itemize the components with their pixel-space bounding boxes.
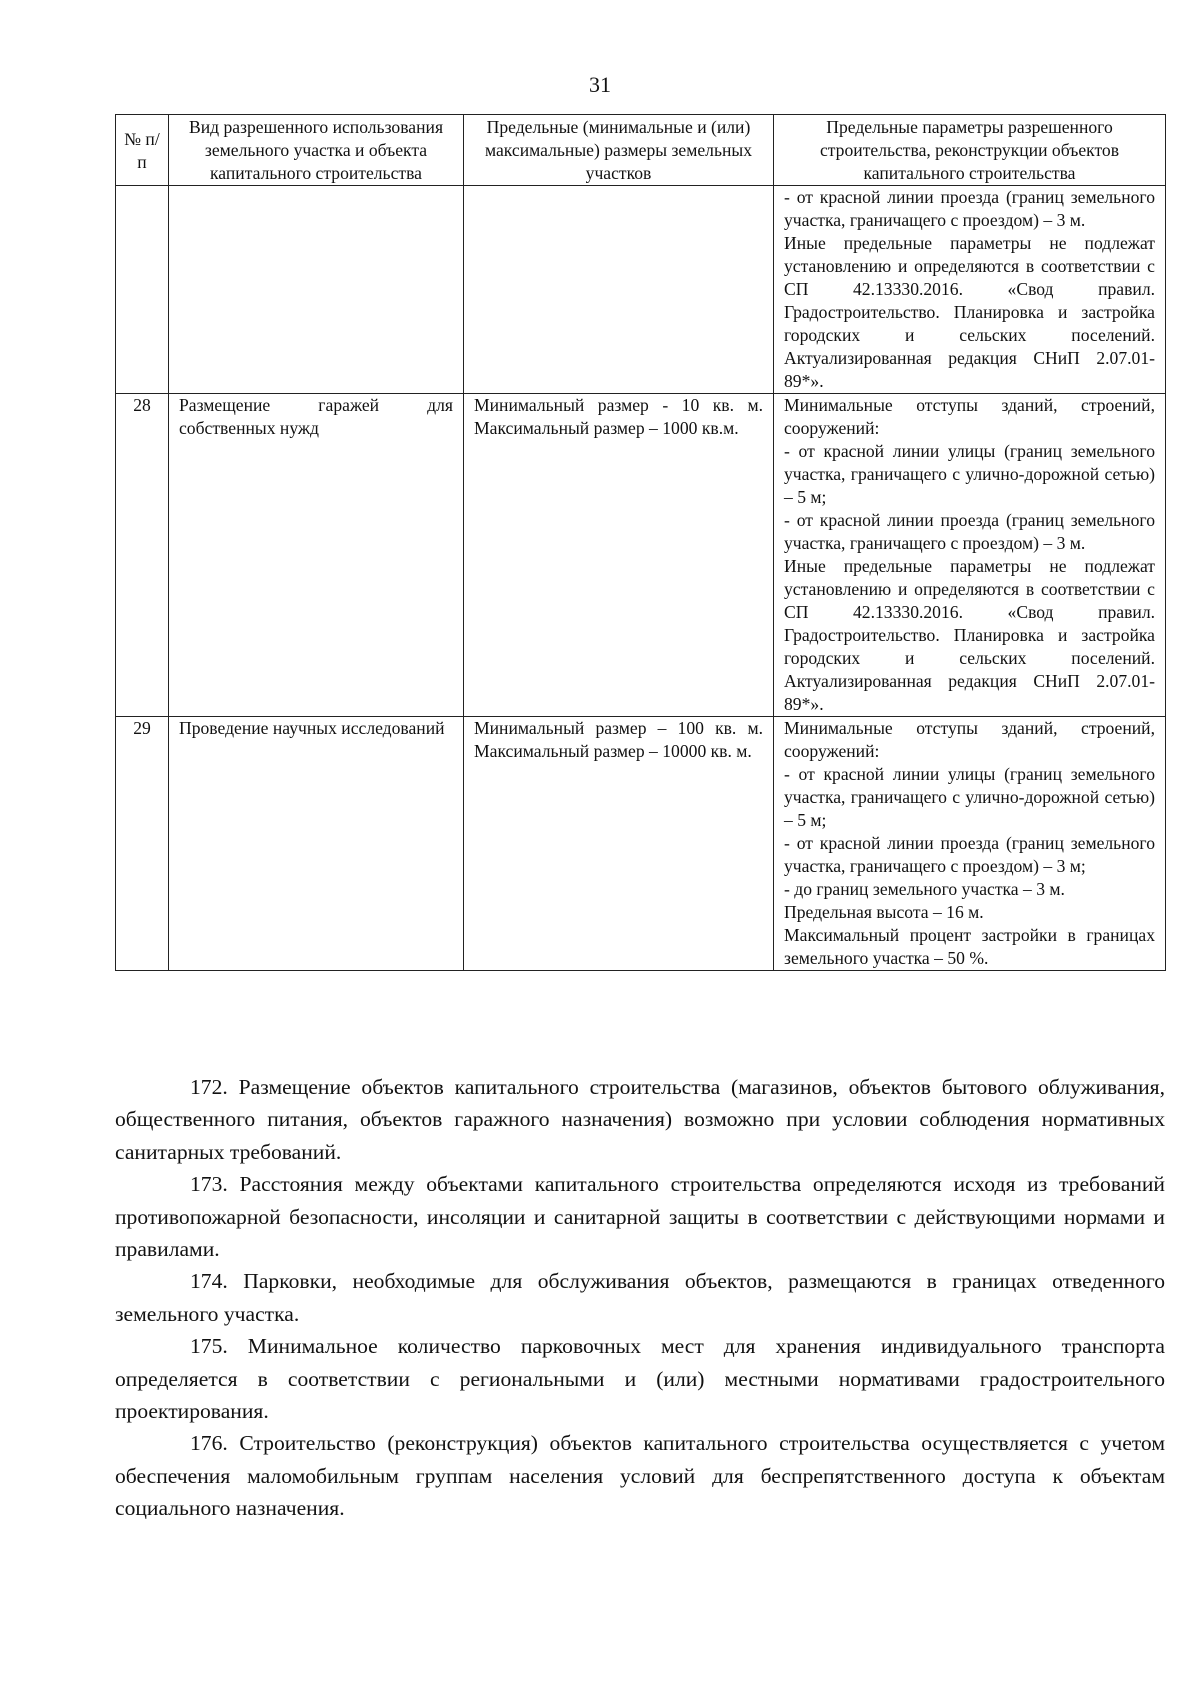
row-num: 28 xyxy=(116,394,169,717)
land-use-table xyxy=(115,114,1166,971)
param-line: - от красной линии проезда (границ земельного участка, граничащего с проездом) – 3 м. xyxy=(784,187,1155,230)
param-line: Иные предельные параметры не подлежат установлению и определяются в соответствии с СП 42.13330.2016. «Свод правил. Градостроительство. Планировка и застройка городских и сельских поселений. Актуализированная редакция СНиП 2.07.01-89*». xyxy=(784,556,1155,714)
header-num: № п/п xyxy=(116,115,169,186)
param-line: - от красной линии улицы (границ земельного участка, граничащего с улично-дорожной сетью) – 5 м; xyxy=(784,764,1155,830)
param-line: - до границ земельного участка – 3 м. xyxy=(784,879,1065,899)
table-row xyxy=(116,186,1166,394)
row-num: 29 xyxy=(116,717,169,971)
param-line: Иные предельные параметры не подлежат установлению и определяются в соответствии с СП 42.13330.2016. «Свод правил. Градостроительство. Планировка и застройка городских и сельских поселений. Актуализированная редакция СНиП 2.07.01-89*». xyxy=(784,233,1155,391)
paragraph-172: 172. Размещение объектов капитального строительства (магазинов, объектов бытового облуживания, общественного питания, объектов гаражного назначения) возможно при условии соблюдения нормативных санитарных требований. xyxy=(115,1075,1165,1164)
row-num xyxy=(116,186,169,394)
paragraph-175: 175. Минимальное количество парковочных мест для хранения индивидуального транспорта определяется в соответствии с региональными и (или) местными нормативами градостроительного проектирования. xyxy=(115,1334,1165,1424)
paragraph-174: 174. Парковки, необходимые для обслуживания объектов, размещаются в границах отведенного земельного участка. xyxy=(115,1269,1165,1326)
row-params xyxy=(774,186,1166,394)
page-number: 31 xyxy=(589,72,611,97)
param-line: Максимальный процент застройки в границах земельного участка – 50 %. xyxy=(784,925,1155,968)
header-params: Предельные параметры разрешенного строительства, реконструкции объектов капитального строительства xyxy=(774,115,1166,186)
param-line: - от красной линии улицы (границ земельного участка, граничащего с улично-дорожной сетью) – 5 м; xyxy=(784,441,1155,507)
table-row xyxy=(116,717,1166,971)
row-use: Проведение научных исследований xyxy=(169,717,464,971)
row-size: Минимальный размер - 10 кв. м. Максимальный размер – 1000 кв.м. xyxy=(464,394,774,717)
param-line: Предельная высота – 16 м. xyxy=(784,902,984,922)
param-line: - от красной линии проезда (границ земельного участка, граничащего с проездом) – 3 м. xyxy=(784,510,1155,553)
row-size xyxy=(464,186,774,394)
param-line: Минимальные отступы зданий, строений, сооружений: xyxy=(784,395,1155,438)
param-line: Минимальные отступы зданий, строений, сооружений: xyxy=(784,718,1155,761)
table-row xyxy=(116,394,1166,717)
row-use xyxy=(169,186,464,394)
body-text xyxy=(115,1071,1165,1525)
header-use: Вид разрешенного использования земельного участка и объекта капитального строительства xyxy=(169,115,464,186)
row-params xyxy=(774,717,1166,971)
row-size: Минимальный размер – 100 кв. м. Максимальный размер – 10000 кв. м. xyxy=(464,717,774,971)
param-line: - от красной линии проезда (границ земельного участка, граничащего с проездом) – 3 м; xyxy=(784,833,1155,876)
header-size: Предельные (минимальные и (или) максимальные) размеры земельных участков xyxy=(464,115,774,186)
row-use: Размещение гаражей для собственных нужд xyxy=(169,394,464,717)
paragraph-176: 176. Строительство (реконструкция) объектов капитального строительства осуществляется с учетом обеспечения маломобильным группам населения условий для беспрепятственного доступа к объектам социального назначения. xyxy=(115,1431,1165,1521)
table-header-row xyxy=(116,115,1166,186)
paragraph-173: 173. Расстояния между объектами капитального строительства определяются исходя из требований противопожарной безопасности, инсоляции и санитарной защиты в соответствии с действующими нормами и правилами. xyxy=(115,1172,1165,1262)
row-params xyxy=(774,394,1166,717)
